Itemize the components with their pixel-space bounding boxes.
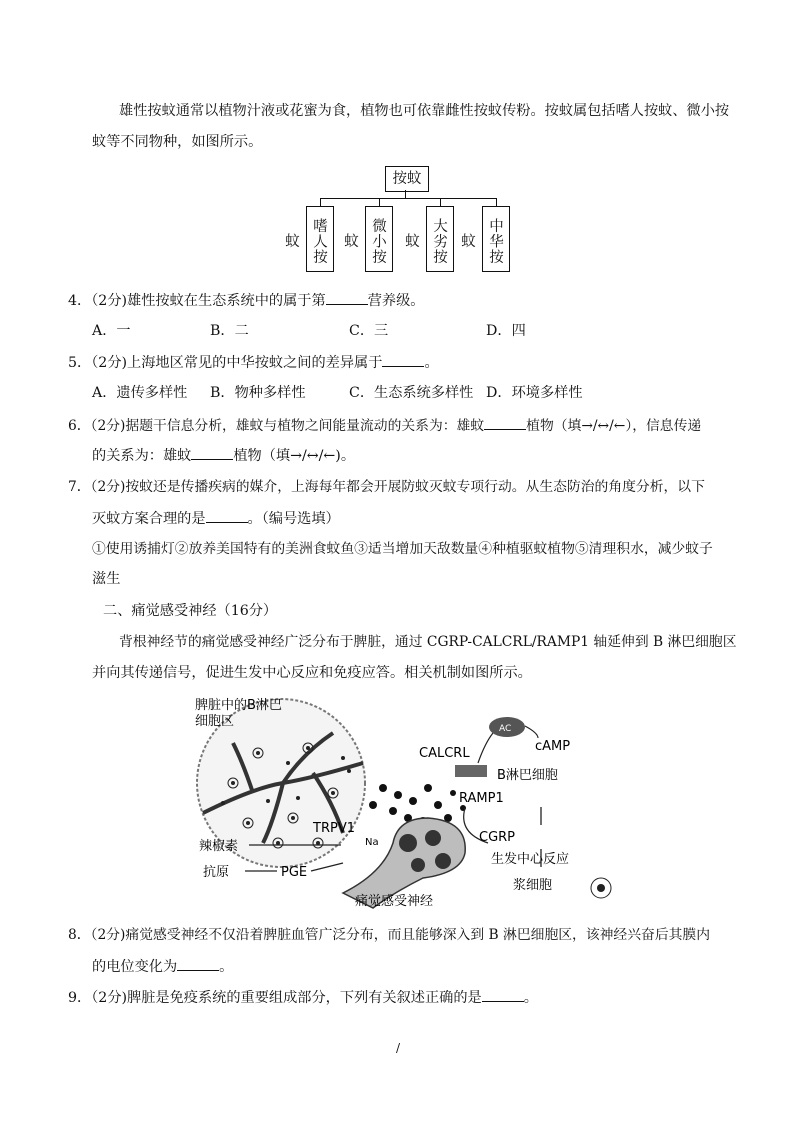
answer-blank[interactable] <box>326 290 368 305</box>
germinal-center-label: 生发中心反应 <box>491 852 570 867</box>
arrow <box>311 863 343 871</box>
tree-root: 按蚊 <box>385 166 429 192</box>
answer-blank[interactable] <box>206 508 248 523</box>
mechanism-figure-svg <box>193 693 623 915</box>
q4-stem-end: 营养级。 <box>367 293 425 309</box>
section-heading: 二、痛觉感受神经（16分） <box>103 603 278 619</box>
section-para-line-1: 背根神经节的痛觉感受神经广泛分布于脾脏，通过 CGRP-CALCRL/RAMP1 轴延伸到 B 淋巴细胞区 <box>119 634 737 650</box>
q4-option-d: D．四 <box>486 323 526 339</box>
q4-option-c: C．三 <box>349 323 389 339</box>
q9-stem: 9．（2分)脾脏是免疫系统的重要组成部分，下列有关叙述正确的是 <box>68 990 482 1006</box>
mechanism-figure <box>193 693 623 915</box>
ramp1-label: RAMP1 <box>459 791 504 806</box>
tree-node: 大劣按蚊 <box>426 206 454 272</box>
tree-node: 中华按蚊 <box>482 206 510 272</box>
answer-blank[interactable] <box>382 352 424 367</box>
question-7-line-2 <box>92 508 340 529</box>
q6-part-1: 6．（2分)据题干信息分析，雄蚊与植物之间能量流动的关系为：雄蚊 <box>68 418 485 434</box>
tree-connector <box>440 198 441 206</box>
nerve-label: 痛觉感受神经 <box>355 894 434 909</box>
q4-stem: 4．（2分)雄性按蚊在生态系统中的属于第 <box>68 293 326 309</box>
q7-stem-end: 。（编号选填） <box>247 511 340 527</box>
pge2-label: PGE <box>281 865 308 880</box>
question-9 <box>68 987 538 1008</box>
tree-connector <box>496 198 497 206</box>
arrow <box>525 726 538 738</box>
q6-part-2: 植物（填→/↔/←），信息传递 <box>526 418 702 434</box>
ac-label: AC <box>499 724 512 734</box>
calcrl-label: CALCRL <box>419 746 470 761</box>
question-5 <box>68 352 439 373</box>
tree-node: 嗜人按蚊 <box>306 206 334 272</box>
question-8-line-1: 8．（2分)痛觉感受神经不仅沿着脾脏血管广泛分布，而且能够深入到 B 淋巴细胞区，该神经兴奋后其膜内 <box>68 927 711 943</box>
antigen-label: 抗原 <box>203 865 230 880</box>
answer-blank[interactable] <box>191 445 233 460</box>
tree-connector <box>405 190 406 198</box>
q6-part-3: 的关系为：雄蚊 <box>92 448 192 464</box>
cgrp-label: CGRP <box>479 830 516 845</box>
question-6-cont <box>92 445 355 466</box>
q6-part-4: 植物（填→/↔/←)。 <box>233 448 356 464</box>
na-label: Na <box>365 837 379 848</box>
q5-option-c: C．生态系统多样性 <box>349 385 474 401</box>
q7-stem: 灭蚊方案合理的是 <box>92 511 206 527</box>
question-7-line-4: 滋生 <box>92 571 121 587</box>
spleen-label-1: 脾脏中的B淋巴 <box>195 698 282 713</box>
question-6 <box>68 415 701 436</box>
answer-blank[interactable] <box>482 987 524 1002</box>
plasma-cell-label: 浆细胞 <box>513 878 553 893</box>
answer-blank[interactable] <box>177 956 219 971</box>
q4-option-b: B．二 <box>210 323 249 339</box>
question-7-line-3: ①使用诱捕灯②放养美国特有的美洲食蚊鱼③适当增加天敌数量④种植驱蚊植物⑤清理积水，减少蚊子 <box>92 541 713 557</box>
intro-line-1: 雄性按蚊通常以植物汁液或花蜜为食，植物也可依靠雌性按蚊传粉。按蚊属包括嗜人按蚊、微小按 <box>119 103 730 119</box>
capsaicin-label: 辣椒素 <box>199 839 239 854</box>
plasma-cell-nucleus <box>597 884 605 892</box>
q5-option-b: B．物种多样性 <box>210 385 306 401</box>
question-4 <box>68 290 424 311</box>
b-cell-label: B淋巴细胞 <box>497 768 558 783</box>
spleen-label-2: 细胞区 <box>195 714 235 729</box>
q5-stem-end: 。 <box>424 355 439 371</box>
answer-blank[interactable] <box>484 415 526 430</box>
intro-line-2: 蚊等不同物种，如图所示。 <box>92 134 263 150</box>
tree-connector <box>320 198 496 199</box>
section-para-line-2: 并向其传递信号，促进生发中心反应和免疫应答。相关机制如图所示。 <box>92 665 532 681</box>
q4-option-a: A．一 <box>92 323 131 339</box>
tree-connector <box>379 198 380 206</box>
q5-option-a: A．遗传多样性 <box>92 385 188 401</box>
page-footer-mark: / <box>396 1041 401 1055</box>
q8-stem-end: 。 <box>219 959 234 975</box>
question-7-line-1: 7．（2分)按蚊还是传播疾病的媒介，上海每年都会开展防蚊灭蚊专项行动。从生态防治的角度分析，以下 <box>68 479 705 495</box>
tree-node: 微小按蚊 <box>365 206 393 272</box>
trpv1-label: TRPV1 <box>313 821 355 836</box>
tree-connector <box>320 198 321 206</box>
camp-label: cAMP <box>535 739 571 754</box>
q9-stem-end: 。 <box>523 990 538 1006</box>
q8-stem: 的电位变化为 <box>92 959 178 975</box>
q5-option-d: D．环境多样性 <box>486 385 583 401</box>
q5-stem: 5．（2分)上海地区常见的中华按蚊之间的差异属于 <box>68 355 383 371</box>
receptor-complex <box>455 765 487 777</box>
question-8-line-2 <box>92 956 233 977</box>
arrow <box>478 733 493 763</box>
